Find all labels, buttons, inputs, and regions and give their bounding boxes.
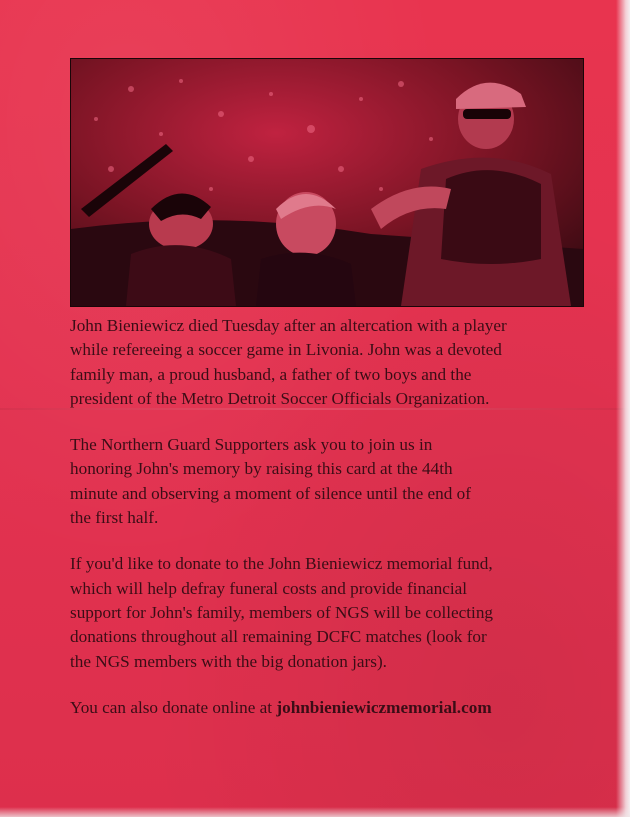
paragraph-announcement: John Bieniewicz died Tuesday after an altercation with a player while refereeing a soccer game in Livonia. John was a devoted family man, a proud husband, a father of two boys and the president of the Metro Detroit Soccer Officials Organization. — [70, 316, 507, 408]
memorial-photo-illustration — [71, 59, 583, 306]
memorial-text — [70, 314, 590, 742]
donate-online-prefix: You can also donate online at — [70, 697, 277, 717]
donation-website-link[interactable]: johnbieniewiczmemorial.com — [276, 697, 492, 717]
memorial-photo — [70, 58, 584, 307]
paragraph-moment-of-silence: The Northern Guard Supporters ask you to join us in honoring John's memory by raising this card at the 44th minute and observing a moment of silence until the end of the first half. — [70, 435, 471, 528]
paragraph-donation-fund: If you'd like to donate to the John Bieniewicz memorial fund, which will help defray funeral costs and provide financial support for John's family, members of NGS will be collecting donations throughout all remaining DCFC matches (look for the NGS members with the big donation jars). — [70, 554, 494, 671]
paragraph-donate-online — [70, 696, 590, 720]
paper-edge-bottom — [0, 807, 630, 817]
paper-edge-right — [616, 0, 630, 817]
